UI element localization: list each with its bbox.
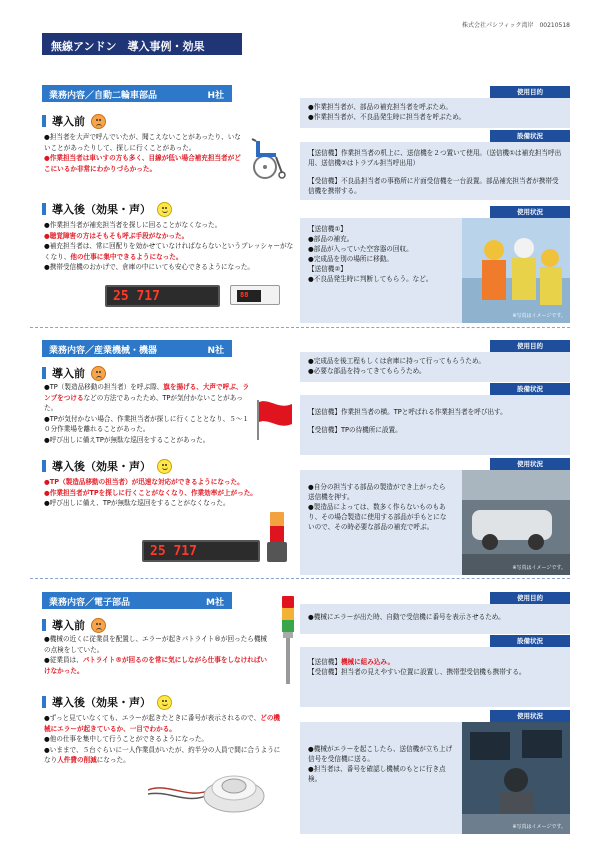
text-line [308, 168, 562, 176]
text-segment: ●作業担当者が補充担当者を探しに回ることがなくなった。 [44, 221, 222, 229]
text-line: ●不良品発生時に判断してもらう。など。 [308, 275, 433, 283]
text-line: 【送信機】作業担当者の横。TPと呼ばれる作業担当者を呼び出す。 [308, 408, 507, 416]
text-segment: ●呼び出しに備えTPが無駄な巡回をすることがあった。 [44, 435, 210, 444]
purpose-box [300, 604, 570, 634]
text-line: ●機械にエラーが出た時、自動で受信機に番号を表示させるため。 [308, 613, 505, 621]
office-photo [462, 722, 570, 834]
text-line: ●作業担当者が、不良品発生時に担当者を呼ぶため。 [308, 113, 466, 121]
text-line: ●必要な部品を持ってきてもらうため。 [308, 367, 426, 375]
section-title: 業務内容／電子部品 [49, 598, 131, 608]
highlight-text: ●作業担当者がTPを探しに行くことがなくなり、作業効率が上がった。 [44, 488, 257, 497]
text-segment: ●ずっと見ていなくても、エラーが起きたときに番号が表示されるので、 [44, 714, 261, 722]
text-line: ●完成品を後工程もしくは倉庫に持って行ってもらうため。 [308, 357, 485, 365]
section-divider [30, 578, 570, 579]
usage-box [300, 722, 570, 834]
workers-photo [462, 218, 570, 323]
case-section-3 [30, 592, 570, 837]
purpose-tab: 使用目的 [490, 340, 570, 352]
text-segment: ●TPが気付かない場合、作業担当者が探しに行くこととなり、５～１０分作業場を離れることがあった。 [44, 414, 249, 433]
before-text [44, 132, 244, 174]
text-paragraph [44, 231, 294, 242]
text-paragraph [44, 734, 286, 745]
highlight-text: 機械に組み込み。 [340, 658, 395, 666]
text-line: ●担当者は、番号を確認し機械のもとに行き点検。 [308, 765, 446, 783]
signal-tower-icon [262, 510, 292, 565]
before-heading: 導入前 [42, 113, 106, 129]
text-segment: ●担当者を大声で呼んでいたが、聞こえないことがあったり、いないことがあったりして、探しに行くことがあった。 [44, 133, 241, 152]
text-line: ●機械がエラーを起こしたら、送信機が立ち上げ信号を受信機に送る。 [308, 745, 453, 763]
equipment-box [300, 395, 570, 455]
text-paragraph [44, 498, 266, 509]
sad-face-icon [91, 618, 106, 633]
after-heading: 導入後（効果・声） [42, 201, 172, 217]
text-segment: などの方法であったため、TPが気付かないことがあった。 [44, 393, 243, 412]
purpose-tab: 使用目的 [490, 592, 570, 604]
text-segment: ●従業員は、 [44, 656, 83, 664]
highlight-text: ●作業担当者は車いすの方も多く、目線が低い場合補充担当者がどこにいるか非常にわかりづらかった。 [44, 154, 241, 173]
usage-text [308, 482, 450, 532]
company-name: M社 [206, 598, 224, 608]
text-segment: ●携帯受信機のおかげで、倉庫の中にいても安心できるようになった。 [44, 263, 255, 271]
text-paragraph [44, 655, 272, 676]
usage-box [300, 470, 570, 575]
document-id: 株式会社パシフィック湾岸 00210518 [461, 22, 570, 29]
text-segment: ●補充担当者は、常に回配りを効かせていなければならないというプレッシャーがなくなり、 [44, 242, 294, 261]
highlight-text: 人件費の削減 [57, 756, 97, 764]
equipment-tab: 設備状況 [490, 635, 570, 647]
before-heading: 導入前 [42, 617, 106, 633]
case-section-1 [30, 85, 570, 325]
text-paragraph [308, 657, 562, 667]
smile-face-icon [157, 202, 172, 217]
section-title: 業務内容／自動二輪車部品 [49, 91, 158, 101]
text-paragraph [44, 153, 244, 174]
text-line: ●完成品を別の場所に移動。 [308, 255, 393, 263]
main-title: 無線アンドン 導入事例・効果 [42, 33, 242, 55]
text-line: 【受信機】不良品担当者の事務所に片面受信機を一台設置。部品補充担当者が携帯受信機を携帯する。 [308, 177, 559, 195]
photo-caption: ※写真はイメージです。 [512, 824, 566, 830]
text-paragraph [44, 241, 294, 262]
purpose-tab: 使用目的 [490, 86, 570, 98]
text-line: ●部品が入っていた空容器の回収。 [308, 245, 413, 253]
text-paragraph [44, 488, 266, 499]
before-text [44, 634, 272, 676]
usage-text [308, 224, 458, 284]
section-header [42, 592, 232, 609]
text-segment: ●他の仕事を集中して行うことができるようになった。 [44, 735, 209, 743]
text-segment: ●いままで、５台ぐらいに一人作業員がいたが、約半分の人員で間に合うようになり [44, 745, 281, 764]
text-paragraph [44, 382, 254, 414]
text-segment: ●呼び出しに備え、TPが無駄な巡回をすることがなくなった。 [44, 499, 230, 507]
sad-face-icon [91, 366, 106, 381]
usage-box [300, 218, 570, 323]
after-text [44, 220, 294, 273]
factory-photo [462, 470, 570, 575]
after-heading: 導入後（効果・声） [42, 694, 172, 710]
company-name: H社 [207, 91, 224, 101]
text-line: 【送信機】作業担当者の机上に、送信機を２つ置いて使用。（送信機①は補充担当呼出用、送信機②はトラブル担当呼出用） [308, 149, 562, 167]
before-text [44, 382, 254, 445]
text-paragraph [44, 634, 272, 655]
red-flag-icon [252, 398, 296, 442]
text-paragraph [44, 713, 286, 734]
text-line [308, 417, 562, 425]
text-segment: 【送信機】 [308, 658, 341, 666]
usage-tab: 使用状況 [490, 710, 570, 722]
text-paragraph [44, 435, 254, 446]
photo-caption: ※写真はイメージです。 [512, 565, 566, 571]
equipment-tab: 設備状況 [490, 383, 570, 395]
usage-tab: 使用状況 [490, 458, 570, 470]
photo-caption: ※写真はイメージです。 [512, 313, 566, 319]
purpose-box [300, 352, 570, 382]
usage-text [308, 744, 453, 784]
highlight-text: 他の仕事に集中できるようになった。 [70, 252, 183, 261]
equipment-tab: 設備状況 [490, 130, 570, 142]
text-paragraph [44, 132, 244, 153]
highlight-text: パトライト®が回るのを常に気にしながら仕事をしなければいけなかった。 [44, 656, 268, 675]
highlight-text: ●TP（製造品移動の担当者）が迅速な対応ができるようになった。 [44, 478, 244, 486]
after-heading: 導入後（効果・声） [42, 458, 172, 474]
text-line: 【送信機①】 [308, 225, 347, 233]
usage-tab: 使用状況 [490, 206, 570, 218]
before-heading: 導入前 [42, 365, 106, 381]
section-divider [30, 327, 570, 328]
purpose-box [300, 98, 570, 128]
company-name: N社 [207, 346, 224, 356]
text-paragraph [44, 477, 266, 488]
receiver-display: 25 717 [142, 540, 260, 562]
text-segment: 【受信機】担当者の見えやすい位置に設置し、携帯型受信機も携帯する。 [308, 668, 526, 676]
equipment-box [300, 142, 570, 200]
after-text [44, 713, 286, 766]
smile-face-icon [157, 695, 172, 710]
highlight-text: どの機械にエラーが起きているか、一目でわかる。 [44, 714, 281, 733]
section-header [42, 85, 232, 102]
section-header [42, 340, 232, 357]
transmitter-button-icon [148, 760, 268, 820]
smile-face-icon [157, 459, 172, 474]
case-section-2 [30, 340, 570, 575]
text-paragraph [44, 220, 294, 231]
sad-face-icon [91, 114, 106, 129]
text-line: ●部品の補充。 [308, 235, 354, 243]
portable-receiver: 88 [230, 285, 280, 305]
wheelchair-icon [248, 135, 290, 181]
text-segment: ●機械の近くに従業員を配置し、エラーが起きパトライト®が回ったら機械の点検をしていた。 [44, 635, 268, 654]
receiver-display: 25 717 [105, 285, 220, 307]
text-paragraph [44, 414, 254, 435]
text-line: 【送信機②】 [308, 265, 347, 273]
highlight-text: 旗を揚げる、大声で呼ぶ、ランプをつける [44, 383, 250, 402]
text-paragraph [308, 667, 562, 677]
text-line: ●自分の担当する部品の製造ができ上がったら送信機を押す。 [308, 483, 446, 501]
equipment-box [300, 647, 570, 707]
patlite-tower-icon [280, 594, 296, 684]
text-paragraph [44, 262, 294, 273]
section-title: 業務内容／産業機械・機器 [49, 346, 158, 356]
text-segment: ●TP（製造品移動の担当者）を呼ぶ際、 [44, 383, 164, 391]
text-line: ●製造品によっては、数多く作らないものもあり、その場合製造に使用する部品が手もとにないので、その時必要な部品の補充で呼ぶ。 [308, 503, 447, 531]
highlight-text: ●聴覚障害の方はそもそも呼ぶ手段がなかった。 [44, 231, 189, 240]
text-line: ●作業担当者が、部品の補充担当者を呼ぶため。 [308, 103, 452, 111]
after-text [44, 477, 266, 509]
text-segment: になった。 [96, 756, 130, 764]
text-line: 【受信機】TPの待機所に設置。 [308, 426, 402, 434]
